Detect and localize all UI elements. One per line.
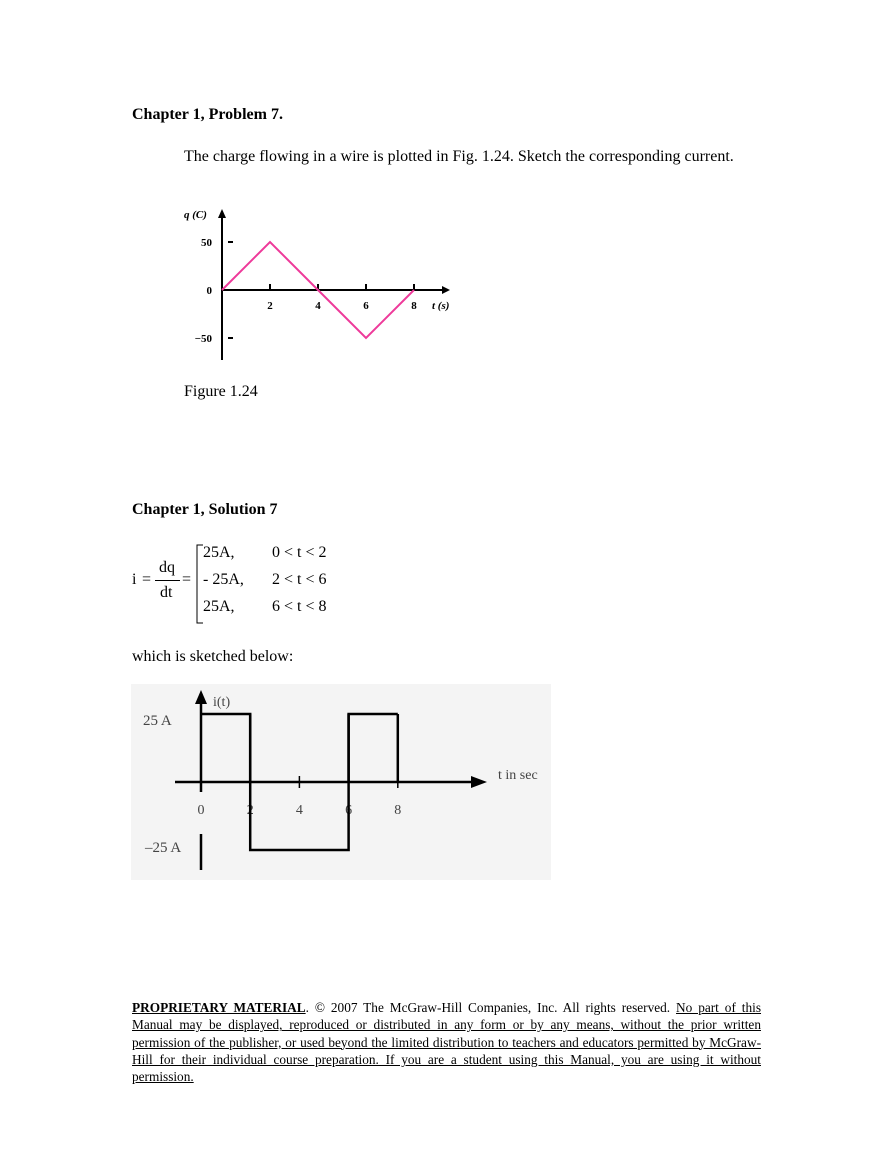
charge-plot-axes bbox=[218, 209, 450, 360]
problem-text: The charge flowing in a wire is plotted in Fig. 1.24. Sketch the corresponding current. bbox=[184, 148, 734, 165]
current-plot-ylabel: i(t) bbox=[213, 695, 231, 710]
x-tick-label: 8 bbox=[394, 803, 402, 818]
case-1-range: 0 < t < 2 bbox=[272, 544, 327, 561]
x-tick-label: 2 bbox=[246, 803, 254, 818]
y-tick-label: −50 bbox=[194, 333, 212, 345]
x-tick-label: 8 bbox=[411, 300, 417, 312]
sketch-text: which is sketched below: bbox=[132, 648, 294, 665]
x-tick-label: 6 bbox=[363, 300, 369, 312]
current-plot bbox=[131, 684, 551, 880]
charge-plot bbox=[180, 204, 470, 364]
x-tick-label: 4 bbox=[295, 803, 303, 818]
solution-heading: Chapter 1, Solution 7 bbox=[132, 501, 278, 518]
charge-plot-ylabel: q (C) bbox=[184, 209, 207, 221]
figure-caption: Figure 1.24 bbox=[184, 383, 258, 400]
eq-equals: = bbox=[142, 571, 152, 588]
case-2-range: 2 < t < 6 bbox=[272, 571, 327, 588]
eq-equals-2: = bbox=[182, 571, 192, 588]
y-tick-label: 50 bbox=[201, 237, 212, 249]
case-1-value: 25A, bbox=[203, 544, 235, 561]
x-tick-label: 4 bbox=[315, 300, 321, 312]
case-2-value: - 25A, bbox=[203, 571, 244, 588]
eq-lhs: i bbox=[132, 571, 137, 588]
problem-heading: Chapter 1, Problem 7. bbox=[132, 106, 283, 123]
footer-permission-text: No part of this Manual may be displayed, reproduced or distributed in any form or by any means, without the prior written permission of the publisher, or used beyond the limited distribution to teachers and educators permitted by McGraw-Hill for their individual course preparation. If you are a student using this Manual, you are using it without permission. bbox=[132, 1000, 762, 1085]
footer-label: PROPRIETARY MATERIAL bbox=[132, 1000, 306, 1015]
footer-copyright: . © 2007 The McGraw-Hill Companies, Inc. All rights reserved. bbox=[305, 1000, 677, 1015]
y-tick-label: 0 bbox=[206, 285, 212, 297]
eq-frac-num: dq bbox=[159, 559, 175, 576]
current-plot-xlabel: t in sec bbox=[498, 768, 538, 783]
proprietary-notice bbox=[132, 999, 761, 1085]
x-tick-label: 0 bbox=[197, 803, 205, 818]
x-axis-arrow bbox=[442, 286, 450, 294]
case-3-value: 25A, bbox=[203, 598, 235, 615]
current-plot-pos-label: 25 A bbox=[143, 713, 172, 729]
x-tick-label: 6 bbox=[345, 803, 353, 818]
eq-frac-den: dt bbox=[160, 584, 173, 601]
case-3-range: 6 < t < 8 bbox=[272, 598, 327, 615]
current-plot-neg-label: –25 A bbox=[145, 840, 182, 856]
charge-plot-xlabel: t (s) bbox=[432, 300, 450, 312]
y-axis-arrow bbox=[218, 209, 226, 218]
fraction-bar bbox=[155, 580, 180, 581]
x-tick-label: 2 bbox=[267, 300, 273, 312]
